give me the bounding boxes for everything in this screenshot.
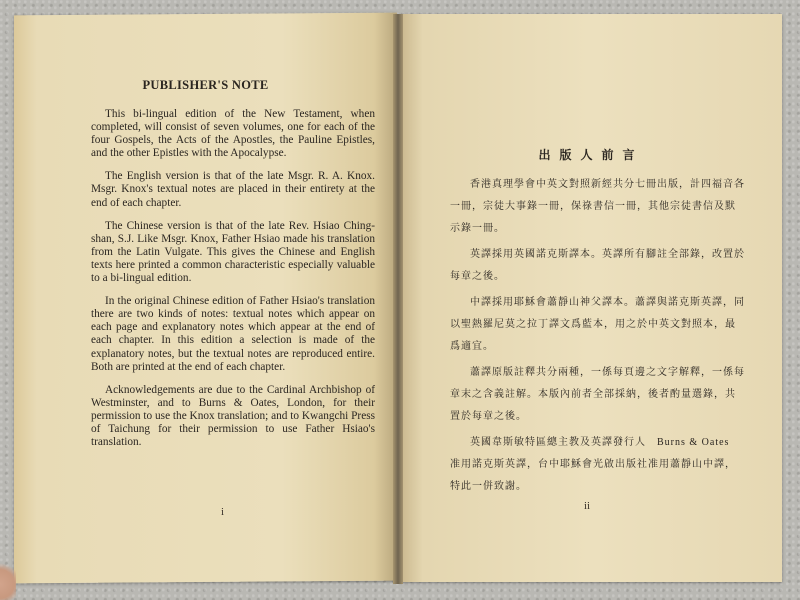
- publishers-note-body: [91, 108, 375, 459]
- open-book: [14, 14, 784, 584]
- note-paragraph-3: The Chinese version is that of the late Rev. Hsiao Ching-shan, S.J. Like Msgr. Knox, Father Hsiao made his translation from the Latin Vulgate. This gives the Chinese and English texts here printed a common characteristic especially valuable to a bi-lingual edition.: [91, 219, 375, 285]
- chinese-preface-body: [450, 174, 746, 502]
- note-paragraph-4: In the original Chinese edition of Father Hsiao's translation there are two kinds of notes: textual notes which appear on each page and explanatory notes which appear at the end of each chapter. In this edition a selection is made of the explanatory notes, but the textual notes are reproduced entire. Both are printed at the end of each chapter.: [91, 295, 375, 373]
- preface-paragraph-1: 香港真理學會中英文對照新經共分七冊出版，計四福音各一冊，宗徒大事錄一冊，保祿書信一冊，其他宗徒書信及默示錄一冊。: [450, 179, 745, 234]
- preface-paragraph-5: 英國韋斯敏特區總主教及英譯發行人 Burns & Oates 准用諾克斯英譯，台中耶穌會光啟出版社准用蕭靜山中譯，特此一併致謝。: [450, 437, 741, 492]
- left-page-number: i: [221, 506, 225, 518]
- right-page-number: ii: [584, 500, 591, 512]
- book-gutter: [393, 14, 403, 584]
- chinese-preface-title: 出版人前言: [538, 148, 644, 162]
- preface-paragraph-3: 中譯採用耶穌會蕭靜山神父譯本。蕭譯與諾克斯英譯，同以聖熱羅尼莫之拉丁譯文爲藍本，用之於中英文對照本，最爲適宜。: [450, 297, 745, 352]
- thumb: [0, 560, 16, 600]
- note-paragraph-2: The English version is that of the late Msgr. R. A. Knox. Msgr. Knox's textual notes are placed in their entirety at the end of each chapter.: [91, 170, 375, 209]
- preface-paragraph-4: 蕭譯原版註釋共分兩種，一係每頁邊之文字解釋，一係每章末之含義註解。本版內前者全部採納，後者酌量選錄，共置於每章之後。: [450, 367, 745, 422]
- note-paragraph-5: Acknowledgements are due to the Cardinal Archbishop of Westminster, and to Burns & Oates, London, for their permission to use the Knox translation; and to Kwangchi Press of Taichung for their permission to use Father Hsiao's translation.: [91, 383, 375, 449]
- publishers-note-title: PUBLISHER'S NOTE: [142, 78, 269, 92]
- preface-paragraph-2: 英譯採用英國諾克斯譯本。英譯所有腳註全部錄，改置於每章之後。: [450, 249, 745, 282]
- note-paragraph-1: This bi-lingual edition of the New Testament, when completed, will consist of seven volumes, one for each of the four Gospels, the Acts of the Apostles, the Pauline Epistles, and the other Epistles with the Apocalypse.: [91, 108, 375, 160]
